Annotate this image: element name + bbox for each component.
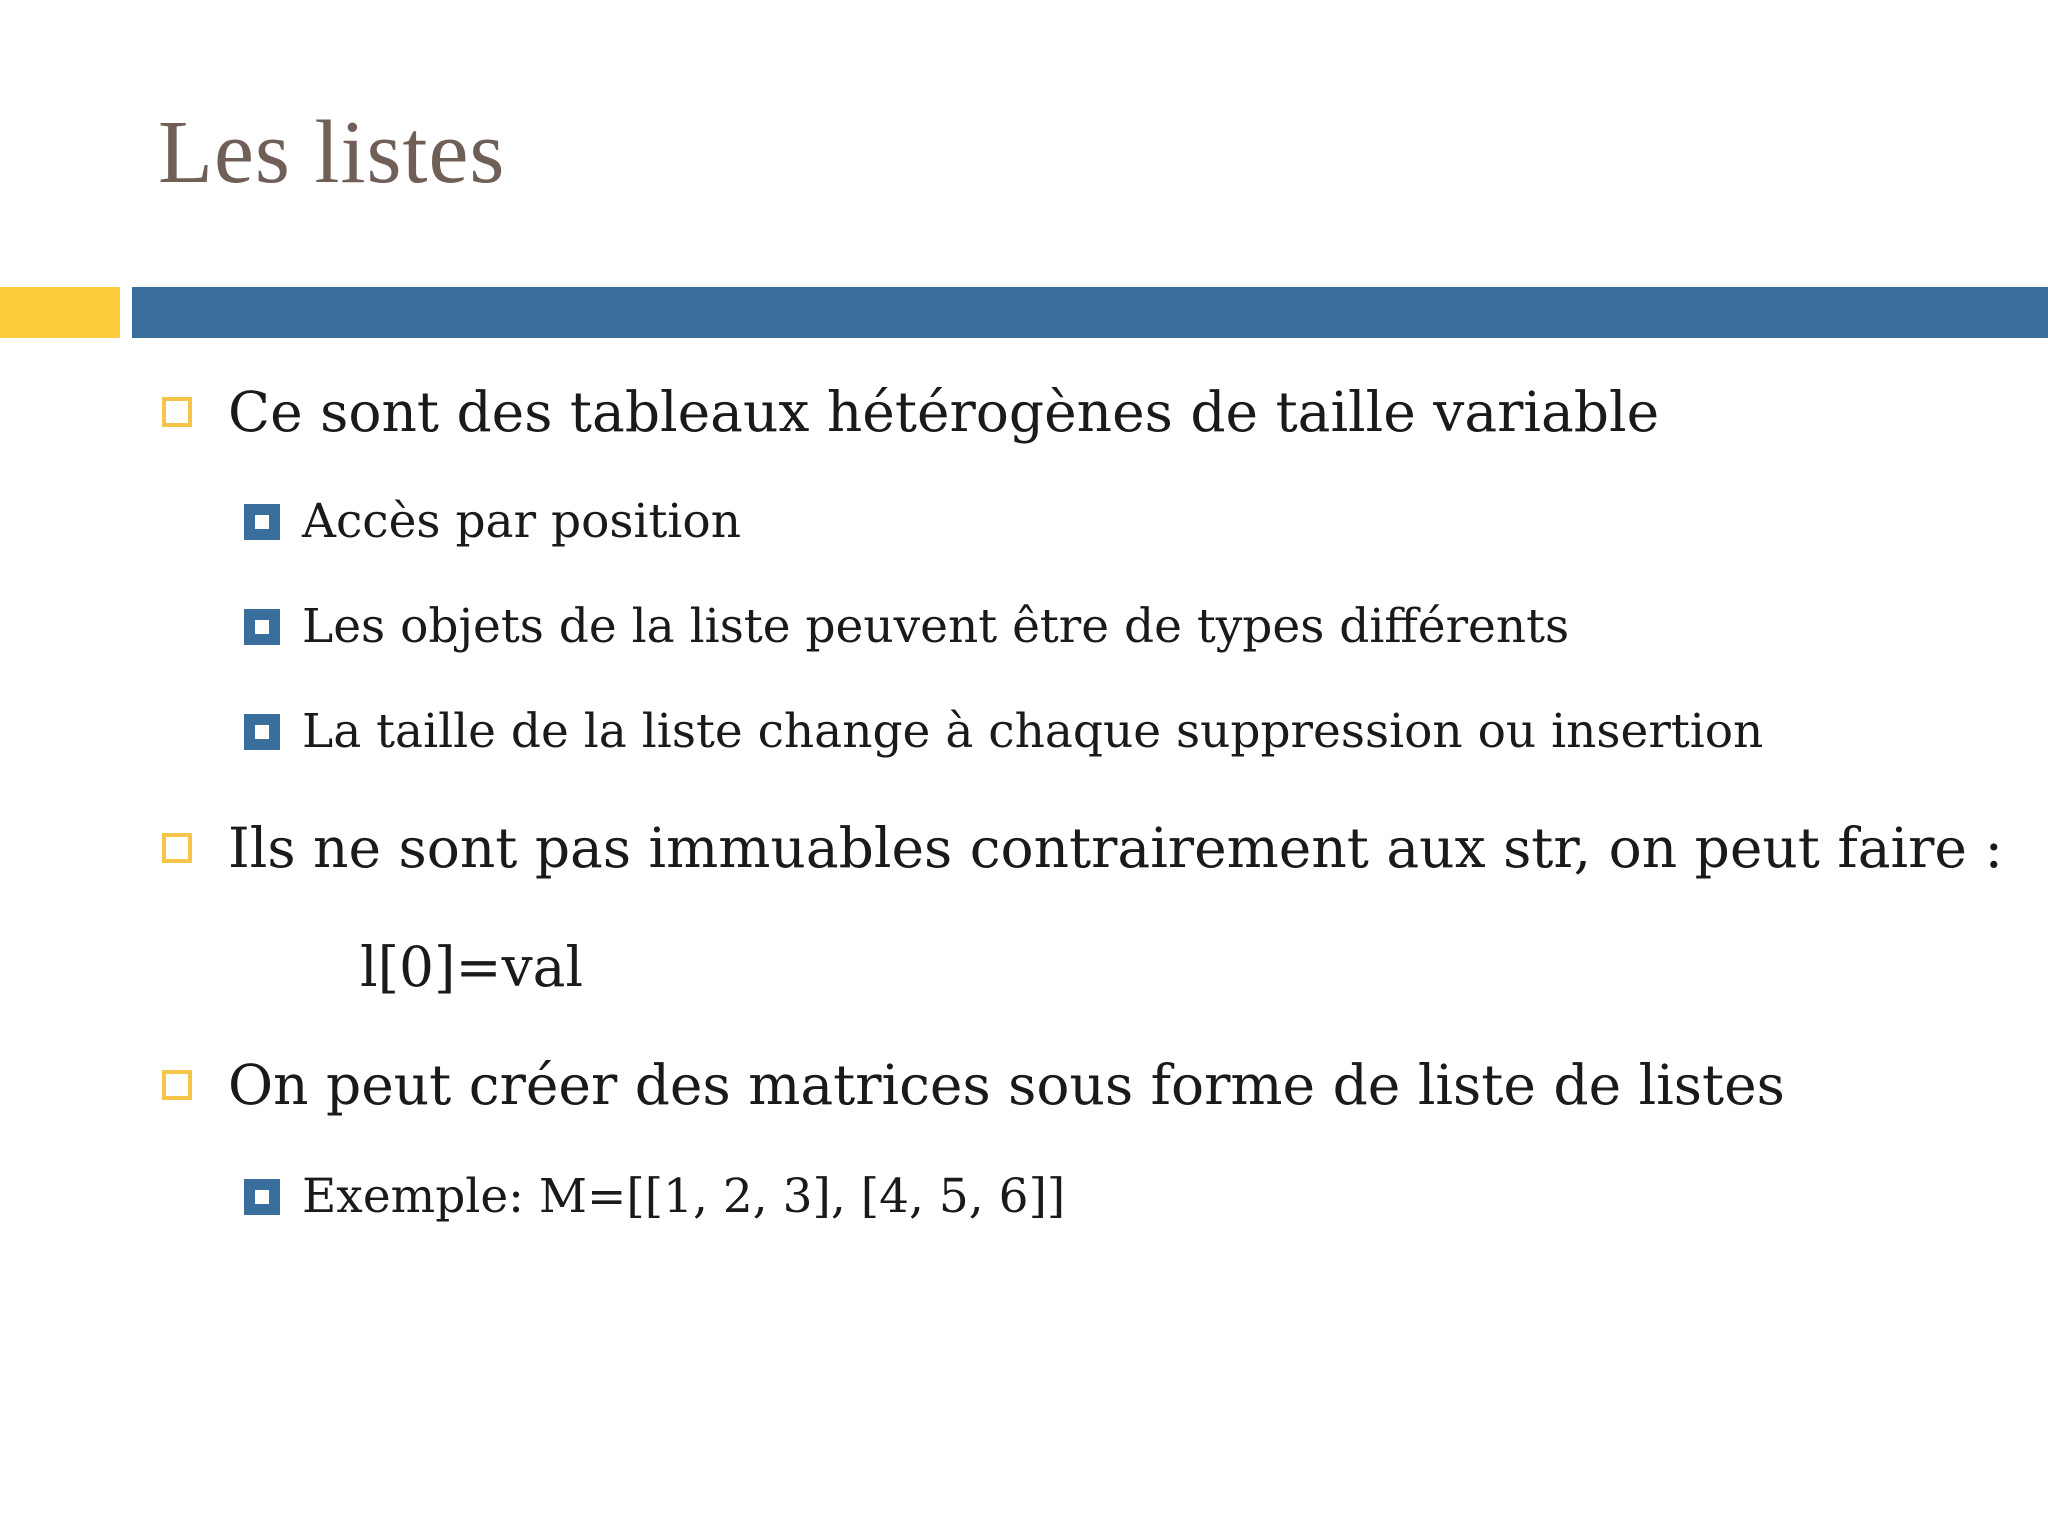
code-example: l[0]=val xyxy=(360,935,584,999)
hollow-square-bullet-icon xyxy=(162,1070,192,1100)
sub-bullet-text: Accès par position xyxy=(302,494,741,549)
sub-bullet-item-1-2 xyxy=(244,597,1569,657)
sub-bullet-text: La taille de la liste change à chaque suppression ou insertion xyxy=(302,704,1764,759)
hollow-square-bullet-icon xyxy=(162,397,192,427)
bullet-text: On peut créer des matrices sous forme de liste de listes xyxy=(228,1053,1785,1117)
filled-square-bullet-icon xyxy=(244,609,280,645)
filled-square-bullet-icon xyxy=(244,714,280,750)
title-accent-bar xyxy=(0,287,120,338)
sub-bullet-item-1-1 xyxy=(244,492,741,552)
sub-bullet-text: Exemple: M=[[1, 2, 3], [4, 5, 6]] xyxy=(302,1169,1066,1224)
sub-bullet-text: Les objets de la liste peuvent être de types différents xyxy=(302,599,1570,654)
filled-square-bullet-icon xyxy=(244,504,280,540)
filled-square-bullet-icon xyxy=(244,1179,280,1215)
slide-title: Les listes xyxy=(158,103,506,202)
bullet-item-3 xyxy=(162,1050,1785,1120)
sub-bullet-item-3-1 xyxy=(244,1167,1065,1227)
sub-bullet-item-1-3 xyxy=(244,702,1763,762)
bullet-item-1 xyxy=(162,377,1659,447)
bullet-text: Ils ne sont pas immuables contrairement aux str, on peut faire : xyxy=(228,816,2003,880)
hollow-square-bullet-icon xyxy=(162,833,192,863)
title-divider-bar xyxy=(132,287,2048,338)
bullet-text: Ce sont des tableaux hétérogènes de taille variable xyxy=(228,380,1660,444)
bullet-item-2 xyxy=(162,813,2003,883)
